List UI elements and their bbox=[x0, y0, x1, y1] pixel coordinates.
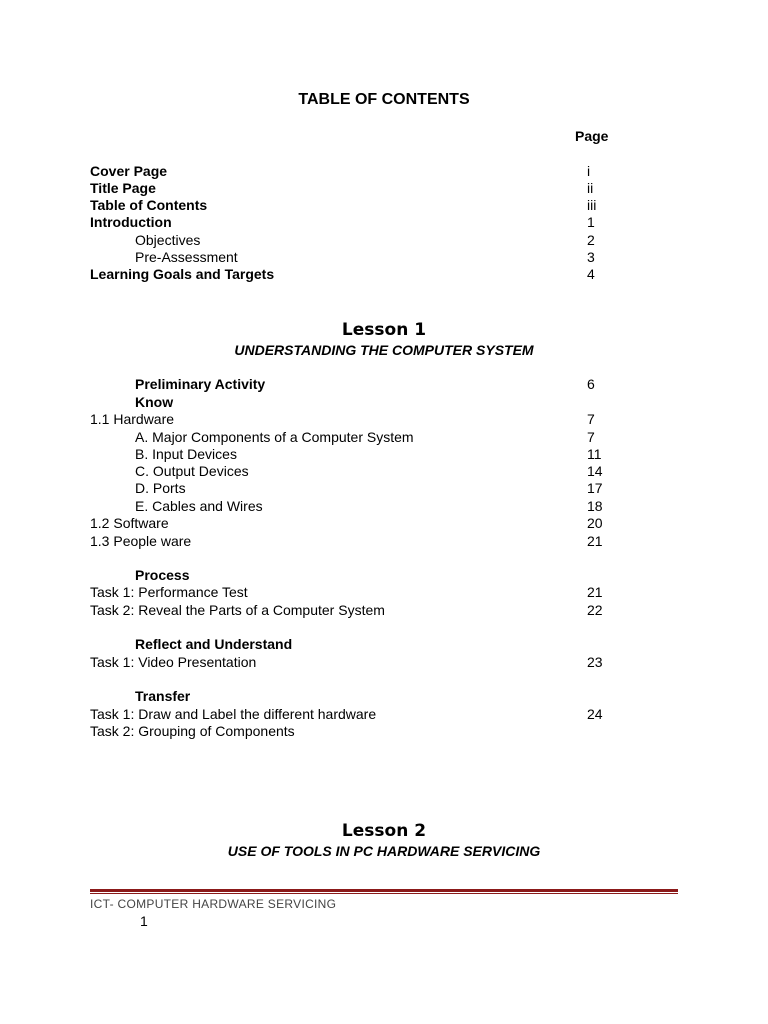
lesson-1-entry-page: 23 bbox=[587, 654, 603, 670]
lesson-1-entry-page: 14 bbox=[587, 463, 603, 479]
lesson-1-entry-page: 24 bbox=[587, 706, 603, 722]
lesson-1-entry-page: 11 bbox=[587, 446, 602, 462]
lesson-1-entry-page: 17 bbox=[587, 480, 603, 496]
lesson-1-entry-page: 7 bbox=[587, 429, 595, 445]
front-matter-entry-page: 2 bbox=[587, 232, 595, 248]
front-matter-entry bbox=[0, 232, 768, 249]
lesson-1-entry-label: B. Input Devices bbox=[135, 446, 237, 462]
front-matter-entry-page: 4 bbox=[587, 266, 595, 282]
lesson-1-entry-page: 20 bbox=[587, 515, 603, 531]
page-column-header: Page bbox=[575, 128, 609, 144]
front-matter-entry bbox=[0, 214, 768, 231]
lesson-1-entry-page: 6 bbox=[587, 376, 595, 392]
lesson-1-entry-label: 1.3 People ware bbox=[90, 533, 192, 549]
lesson-1-entry bbox=[0, 567, 768, 584]
page-title: TABLE OF CONTENTS bbox=[298, 91, 470, 108]
lesson-1-entry bbox=[0, 602, 768, 619]
lesson-1-entry bbox=[0, 688, 768, 705]
front-matter-entry-label: Learning Goals and Targets bbox=[90, 266, 275, 282]
lesson-1-entry bbox=[0, 723, 768, 740]
lesson-1-entry-page: 21 bbox=[587, 533, 603, 549]
lesson-1-entry bbox=[0, 429, 768, 446]
lesson-1-heading: Lesson 1 bbox=[341, 320, 427, 340]
lesson-1-entry bbox=[0, 636, 768, 653]
lesson-1-entry bbox=[0, 480, 768, 497]
lesson-1-entry-page: 7 bbox=[587, 411, 595, 427]
footer-text: ICT- COMPUTER HARDWARE SERVICING bbox=[90, 897, 337, 911]
lesson-1-entry bbox=[0, 533, 768, 550]
front-matter-entry bbox=[0, 266, 768, 283]
lesson-1-entry-label: Reflect and Understand bbox=[135, 636, 293, 652]
lesson-1-entry-label: D. Ports bbox=[135, 480, 186, 496]
front-matter-entry bbox=[0, 249, 768, 266]
front-matter-entry-page: i bbox=[587, 163, 591, 179]
front-matter-entry-page: 3 bbox=[587, 249, 595, 265]
footer-rule bbox=[90, 889, 678, 895]
lesson-1-entry bbox=[0, 446, 768, 463]
lesson-1-entry-page: 18 bbox=[587, 498, 603, 514]
lesson-1-entry-label: Task 2: Grouping of Components bbox=[90, 723, 295, 739]
lesson-1-entry bbox=[0, 654, 768, 671]
lesson-1-entry bbox=[0, 498, 768, 515]
footer-rule-thick bbox=[90, 889, 678, 892]
lesson-1-entry bbox=[0, 394, 768, 411]
lesson-1-entry-label: Transfer bbox=[135, 688, 191, 704]
lesson-1-entry-label: E. Cables and Wires bbox=[135, 498, 263, 514]
lesson-1-entry bbox=[0, 706, 768, 723]
lesson-1-entry bbox=[0, 376, 768, 393]
lesson-1-entry-label: Process bbox=[135, 567, 190, 583]
front-matter-entry-label: Cover Page bbox=[90, 163, 168, 179]
lesson-2-subtitle: USE OF TOOLS IN PC HARDWARE SERVICING bbox=[227, 843, 541, 859]
front-matter-entry-page: ii bbox=[587, 180, 594, 196]
front-matter-entry-label: Pre-Assessment bbox=[135, 249, 238, 265]
lesson-1-entry-label: Preliminary Activity bbox=[135, 376, 266, 392]
lesson-2-heading: Lesson 2 bbox=[341, 821, 427, 841]
front-matter-entry bbox=[0, 163, 768, 180]
lesson-1-entry-page: 21 bbox=[587, 584, 603, 600]
front-matter-entry bbox=[0, 197, 768, 214]
lesson-1-entry bbox=[0, 411, 768, 428]
lesson-1-entry-label: Know bbox=[135, 394, 174, 410]
lesson-1-entry-label: Task 1: Performance Test bbox=[90, 584, 248, 600]
lesson-1-entry bbox=[0, 463, 768, 480]
front-matter-entry-label: Introduction bbox=[90, 214, 172, 230]
front-matter-entry bbox=[0, 180, 768, 197]
front-matter-entry-page: 1 bbox=[587, 214, 595, 230]
lesson-1-subtitle: UNDERSTANDING THE COMPUTER SYSTEM bbox=[234, 342, 534, 358]
lesson-1-entry-label: Task 2: Reveal the Parts of a Computer System bbox=[90, 602, 385, 618]
lesson-1-entry-label: C. Output Devices bbox=[135, 463, 249, 479]
lesson-1-entry-label: 1.1 Hardware bbox=[90, 411, 175, 427]
lesson-1-entry-label: Task 1: Video Presentation bbox=[90, 654, 257, 670]
lesson-1-entry-label: A. Major Components of a Computer System bbox=[135, 429, 414, 445]
lesson-1-entry bbox=[0, 584, 768, 601]
lesson-1-entry-label: 1.2 Software bbox=[90, 515, 169, 531]
front-matter-entry-label: Table of Contents bbox=[90, 197, 208, 213]
front-matter-entry-label: Title Page bbox=[90, 180, 156, 196]
lesson-1-entry-label: Task 1: Draw and Label the different hardware bbox=[90, 706, 377, 722]
lesson-1-entry-page: 22 bbox=[587, 602, 603, 618]
footer-page-number: 1 bbox=[140, 913, 148, 929]
lesson-1-entry bbox=[0, 515, 768, 532]
footer-rule-thin bbox=[90, 893, 678, 894]
front-matter-entry-page: iii bbox=[587, 197, 597, 213]
front-matter-entry-label: Objectives bbox=[135, 232, 201, 248]
